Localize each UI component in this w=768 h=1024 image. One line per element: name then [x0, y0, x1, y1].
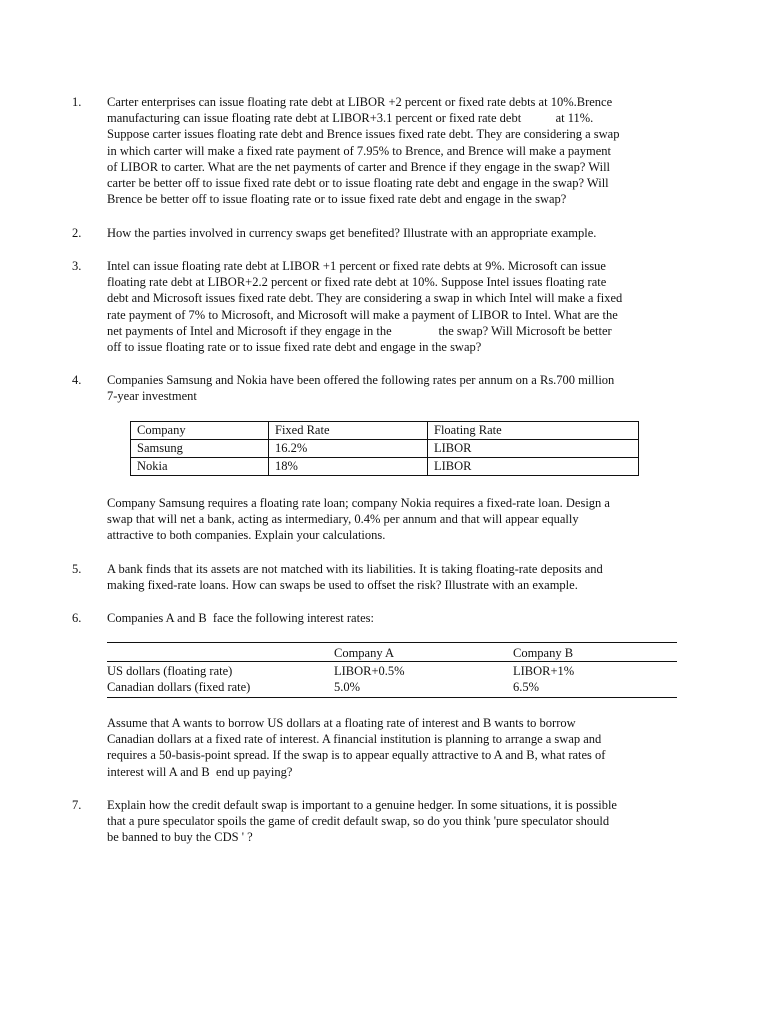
- question-number: 2.: [72, 226, 82, 240]
- text-line: floating rate debt at LIBOR+2.2 percent or fixed rate debt at 10%. Suppose Intel issues floating rate: [107, 275, 607, 290]
- text-line: Company Samsung requires a floating rate loan; company Nokia requires a fixed-rate loan. Design a: [107, 496, 610, 510]
- table-header-cell: Company B: [513, 646, 574, 660]
- text-line: How the parties involved in currency swaps get benefited? Illustrate with an appropriate example.: [107, 226, 597, 240]
- question-text: [107, 372, 687, 404]
- table-cell: Canadian dollars (fixed rate): [107, 680, 251, 694]
- text-line: Companies Samsung and Nokia have been offered the following rates per annum on a Rs.700 million: [107, 373, 615, 387]
- text-line: debt and Microsoft issues fixed rate debt. They are considering a swap in which Intel will make a fixed: [107, 291, 623, 306]
- text-line: off to issue floating rate or to issue fixed rate debt and engage in the swap?: [107, 340, 482, 355]
- table-cell: 18%: [269, 458, 428, 476]
- question-text: [107, 561, 687, 593]
- text-line: Assume that A wants to borrow US dollars at a floating rate of interest and B wants to borrow: [107, 716, 576, 730]
- text-line: of LIBOR to carter. What are the net payments of carter and Brence if they engage in the swap? Will: [107, 159, 611, 174]
- table-cell: US dollars (floating rate): [107, 664, 233, 678]
- question-number: 6.: [72, 611, 82, 625]
- question-text: [107, 797, 687, 846]
- table-top-rule: [107, 642, 677, 643]
- text-line: Canadian dollars at a fixed rate of interest. A financial institution is planning to arrange a swap and: [107, 732, 602, 747]
- text-line: A bank finds that its assets are not matched with its liabilities. It is taking floating-rate deposits and: [107, 562, 603, 576]
- text-line: rate payment of 7% to Microsoft, and Microsoft will make a payment of LIBOR to Intel. What are the: [107, 307, 618, 322]
- question-number: 3.: [72, 259, 82, 273]
- text-line: manufacturing can issue floating rate debt at LIBOR+3.1 percent or fixed rate debt at 11%.: [107, 111, 594, 126]
- question-number: 4.: [72, 373, 82, 387]
- table-cell: LIBOR: [428, 458, 639, 476]
- table-header-cell: Fixed Rate: [269, 422, 428, 440]
- question-number: 1.: [72, 95, 82, 109]
- table-cell: 6.5%: [513, 680, 540, 694]
- question-text: [107, 610, 687, 626]
- text-line: Companies A and B face the following interest rates:: [107, 611, 374, 625]
- question-followup-text: [107, 715, 687, 780]
- question-text: [107, 258, 687, 355]
- table-cell: Nokia: [131, 458, 269, 476]
- table-cell: LIBOR: [428, 440, 639, 458]
- question-followup-text: [107, 495, 687, 544]
- text-line: Intel can issue floating rate debt at LIBOR +1 percent or fixed rate debts at 9%. Microsoft can issue: [107, 259, 606, 273]
- question-number: 5.: [72, 562, 82, 576]
- text-line: attractive to both companies. Explain your calculations.: [107, 528, 386, 543]
- text-line: interest will A and B end up paying?: [107, 764, 293, 779]
- table-cell: Samsung: [131, 440, 269, 458]
- table-cell: 5.0%: [334, 680, 361, 694]
- table-row: [131, 440, 639, 458]
- text-line: 7-year investment: [107, 389, 197, 404]
- text-line: Explain how the credit default swap is important to a genuine hedger. In some situations, it is possible: [107, 798, 617, 812]
- text-line: that a pure speculator spoils the game of credit default swap, so do you think 'pure speculator should: [107, 814, 610, 829]
- question-number: 7.: [72, 798, 82, 812]
- table-header-rule: [107, 661, 677, 662]
- text-line: Suppose carter issues floating rate debt and Brence issues fixed rate debt. They are considering a swap: [107, 127, 620, 142]
- table-cell: 16.2%: [269, 440, 428, 458]
- text-line: carter be better off to issue fixed rate debt or to issue floating rate debt and engage in the swap? Will: [107, 176, 609, 191]
- text-line: Brence be better off to issue floating rate or to issue fixed rate debt and engage in the swap?: [107, 192, 567, 207]
- question-text: [107, 94, 687, 207]
- table-row: [131, 458, 639, 476]
- table-cell: LIBOR+1%: [513, 664, 575, 678]
- text-line: Carter enterprises can issue floating rate debt at LIBOR +2 percent or fixed rate debts at 10%.Brence: [107, 95, 613, 109]
- text-line: swap that will net a bank, acting as intermediary, 0.4% per annum and that will appear equally: [107, 512, 579, 527]
- question-text: [107, 225, 687, 241]
- table-header-row: [131, 422, 639, 440]
- text-line: net payments of Intel and Microsoft if they engage in the the swap? Will Microsoft be better: [107, 323, 612, 338]
- text-line: making fixed-rate loans. How can swaps be used to offset the risk? Illustrate with an example.: [107, 578, 578, 593]
- table-bottom-rule: [107, 697, 677, 698]
- table-header-cell: Company: [131, 422, 269, 440]
- rates-table-samsung-nokia: [130, 421, 639, 476]
- text-line: requires a 50-basis-point spread. If the swap is to appear equally attractive to A and B, what rates of: [107, 748, 606, 763]
- text-line: in which carter will make a fixed rate payment of 7.95% to Brence, and Brence will make a payment: [107, 143, 611, 158]
- table-cell: LIBOR+0.5%: [334, 664, 405, 678]
- table-header-cell: Floating Rate: [428, 422, 639, 440]
- table-header-cell: Company A: [334, 646, 395, 660]
- text-line: be banned to buy the CDS ' ?: [107, 830, 253, 845]
